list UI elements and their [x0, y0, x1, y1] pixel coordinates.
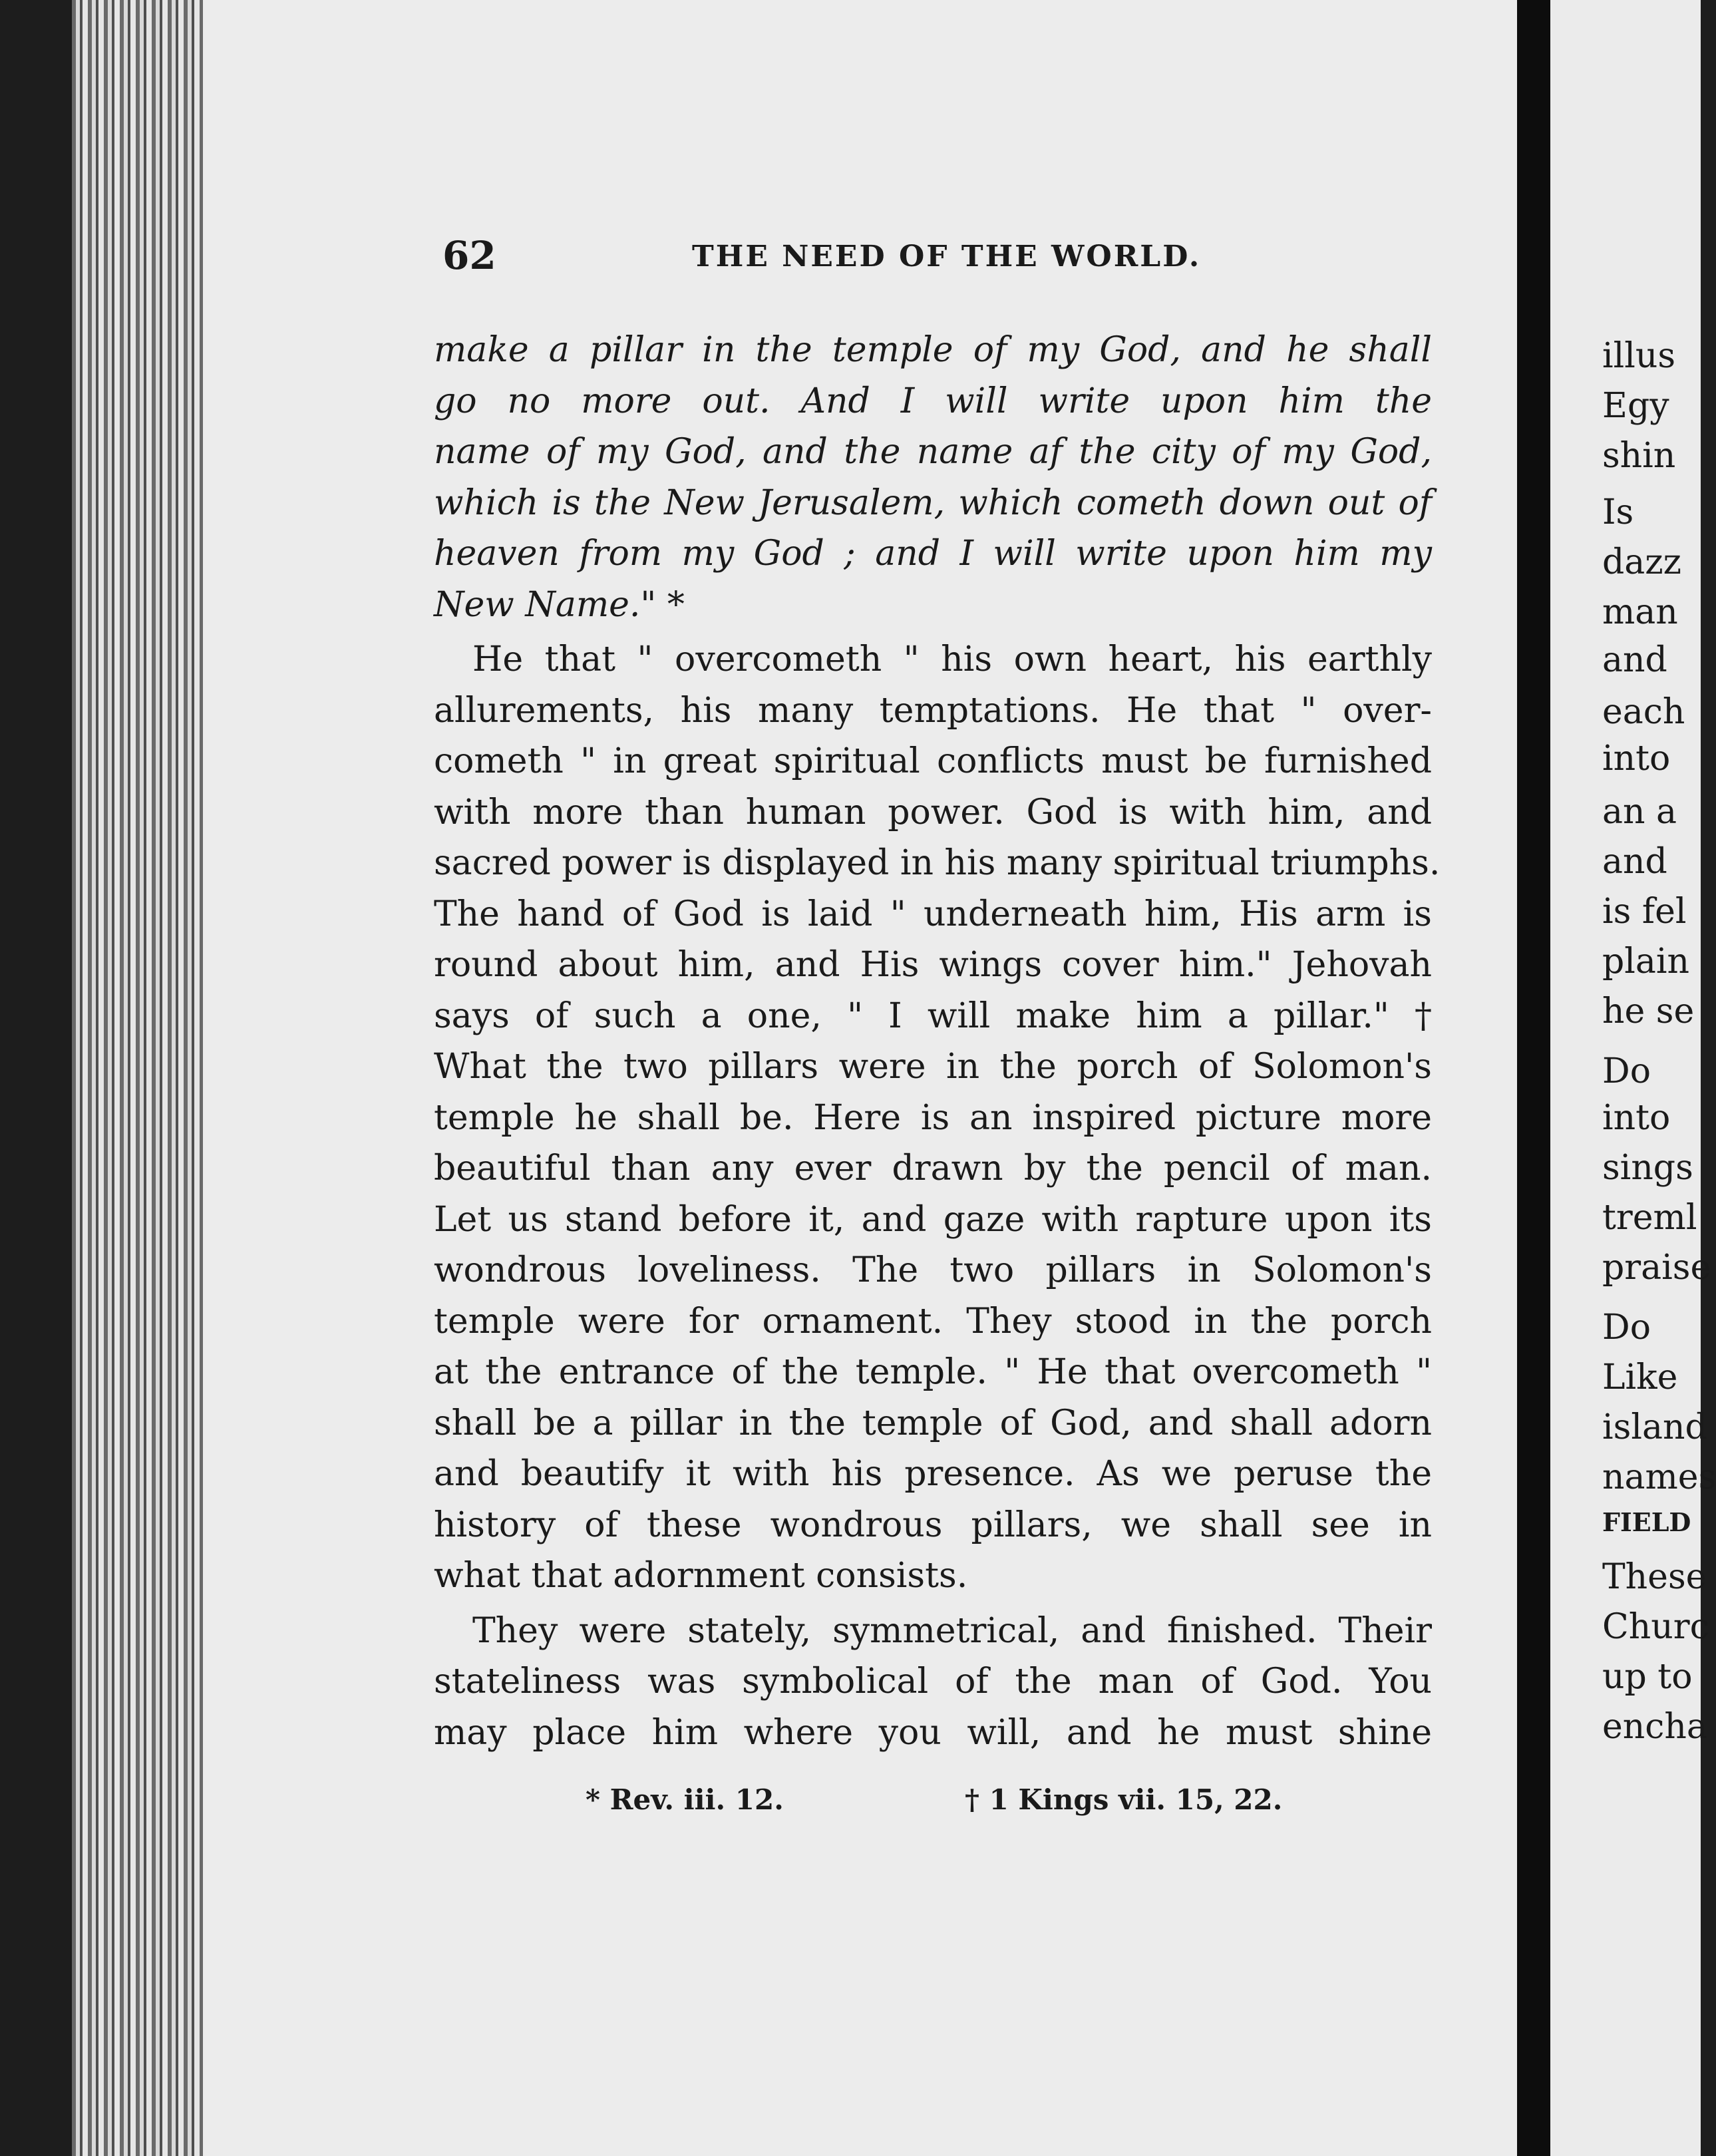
body-line: and beautify it with his presence. As we peruse the — [434, 1454, 1432, 1494]
right-page-fragment: shin — [1602, 436, 1676, 476]
body-line: go no more out. And I will write upon him the — [434, 381, 1432, 421]
body-line: cometh " in great spiritual conflicts must be furnished — [434, 741, 1432, 781]
right-page-fragment: These — [1602, 1557, 1707, 1597]
body-line: may place him where you will, and he must shine — [434, 1712, 1432, 1753]
page-header — [442, 233, 1427, 286]
body-line: Let us stand before it, and gaze with rapture upon its — [434, 1199, 1432, 1240]
body-line: The hand of God is laid " underneath him, His arm is — [434, 894, 1432, 934]
body-line: stateliness was symbolical of the man of God. You — [434, 1662, 1432, 1702]
body-line: They were stately, symmetrical, and finished. Their — [472, 1610, 1432, 1651]
body-line: allurements, his many temptations. He that " over- — [434, 690, 1432, 731]
right-page-fragment: into — [1602, 1098, 1671, 1138]
right-page-fragment: up to — [1602, 1657, 1693, 1697]
right-page-fragment: Do — [1602, 1308, 1651, 1348]
body-line: temple were for ornament. They stood in the porch — [434, 1301, 1432, 1342]
body-line: round about him, and His wings cover him." Jehovah — [434, 945, 1432, 985]
right-page-fragment: FIELD — [1602, 1507, 1691, 1537]
body-line: He that " overcometh " his own heart, his earthly — [472, 639, 1432, 679]
right-page-fragment: island — [1602, 1407, 1707, 1447]
right-page-fragment: Churc — [1602, 1607, 1709, 1647]
right-page-fragment: treml — [1602, 1198, 1697, 1238]
right-page-fragment: Is — [1602, 492, 1634, 532]
right-page-fragment: and — [1602, 842, 1667, 882]
right-page-fragment: each — [1602, 692, 1685, 732]
right-page-fragment: Egy — [1602, 386, 1669, 426]
footnote-rev: * Rev. iii. 12. — [586, 1783, 784, 1816]
body-line: name of my God, and the name af the city of my God, — [434, 432, 1432, 472]
right-page-fragment: names — [1602, 1457, 1716, 1497]
right-page-fragment: plain — [1602, 942, 1690, 982]
book-gutter — [1517, 0, 1550, 2156]
right-page-fragment: and — [1602, 640, 1667, 680]
footnote-kings: † 1 Kings vii. 15, 22. — [965, 1783, 1283, 1816]
body-line: sacred power is displayed in his many spiritual triumphs. — [434, 843, 1441, 883]
body-line: shall be a pillar in the temple of God, and shall adorn — [434, 1403, 1432, 1443]
body-line: What the two pillars were in the porch of Solomon's — [434, 1047, 1432, 1087]
body-text — [434, 325, 1441, 1758]
right-page-fragment: dazz — [1602, 542, 1682, 582]
body-line: New Name." * — [434, 584, 685, 625]
right-page-fragment: man — [1602, 592, 1678, 632]
footnotes — [586, 1783, 1317, 1823]
right-page-fragment: illus — [1602, 336, 1676, 376]
body-line: history of these wondrous pillars, we shall see in — [434, 1505, 1432, 1545]
body-line: beautiful than any ever drawn by the pencil of man. — [434, 1149, 1432, 1188]
right-page-fragment: Do — [1602, 1051, 1651, 1091]
right-page-fragment: Like — [1602, 1357, 1678, 1397]
right-page-fragment: encha — [1602, 1707, 1707, 1747]
body-line: at the entrance of the temple. " He that overcometh " — [434, 1352, 1432, 1392]
page-edges — [72, 0, 205, 2156]
right-page-fragment: praise — [1602, 1248, 1711, 1288]
body-line: heaven from my God ; and I will write upon him my — [434, 534, 1432, 574]
right-page-fragment: is fel — [1602, 892, 1687, 932]
right-page-fragment: he se — [1602, 991, 1695, 1031]
body-line: temple he shall be. Here is an inspired picture more — [434, 1097, 1432, 1138]
right-page-fragment: an a — [1602, 792, 1677, 832]
right-page-fragment: sings — [1602, 1148, 1693, 1188]
body-line: which is the New Jerusalem, which cometh down out of — [434, 482, 1432, 523]
body-line: what that adornment consists. — [434, 1556, 968, 1596]
running-head: THE NEED OF THE WORLD. — [692, 240, 1202, 273]
page-number: 62 — [442, 233, 496, 278]
body-line: says of such a one, " I will make him a pillar." † — [434, 995, 1432, 1036]
body-line: make a pillar in the temple of my God, and he shall — [434, 330, 1432, 370]
body-line: wondrous loveliness. The two pillars in Solomon's — [434, 1250, 1432, 1290]
right-page-fragment: into — [1602, 739, 1671, 779]
body-line: with more than human power. God is with him, and — [434, 792, 1432, 832]
